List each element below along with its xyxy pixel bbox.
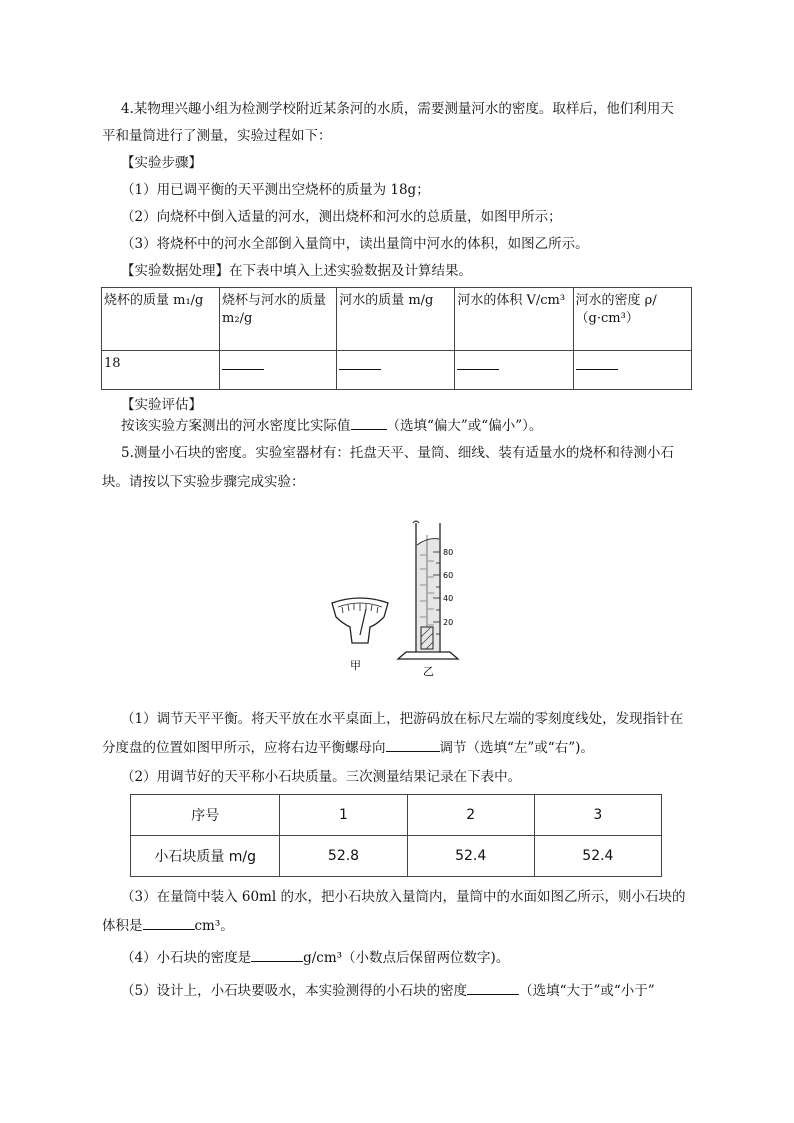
table-cell: 52.8 bbox=[280, 836, 407, 877]
q4-step3: （3）将烧杯中的河水全部倒入量筒中，读出量筒中河水的体积，如图乙所示。 bbox=[121, 236, 589, 252]
figure-label-yi: 乙 bbox=[423, 665, 434, 678]
graduated-cylinder-icon bbox=[398, 521, 458, 659]
q4-data-table bbox=[101, 287, 692, 390]
q5-p3-line1: （3）在量筒中装入 60ml 的水，把小石块放入量筒内，量筒中的水面如图乙所示，则小石块的 bbox=[121, 889, 686, 905]
q4-step2: （2）向烧杯中倒入适量的河水，测出烧杯和河水的总质量，如图甲所示； bbox=[121, 209, 562, 225]
table-cell: 18 bbox=[102, 351, 220, 390]
table-cell: 2 bbox=[407, 795, 534, 836]
q5-p1-line1: （1）调节天平平衡。将天平放在水平桌面上，把游码放在标尺左端的零刻度线处，发现指针在 bbox=[121, 711, 684, 727]
q4-intro-line1: 4.某物理兴趣小组为检测学校附近某条河的水质，需要测量河水的密度。取样后，他们利用天 bbox=[121, 101, 674, 117]
table-cell: 3 bbox=[534, 795, 661, 836]
q5-mass-table bbox=[130, 794, 662, 877]
figure-label-jia: 甲 bbox=[350, 659, 361, 672]
scale-label: 40 bbox=[443, 594, 454, 603]
table-cell: 小石块质量 m/g bbox=[131, 836, 280, 877]
q5-p5: （5）设计上，小石块要吸水，本实验测得的小石块的密度 （选填“大于”或“小于” bbox=[121, 983, 655, 999]
q4-step1: （1）用已调平衡的天平测出空烧杯的质量为 18g； bbox=[121, 182, 430, 198]
q5-p2: （2）用调节好的天平称小石块质量。三次测量结果记录在下表中。 bbox=[121, 769, 522, 785]
balance-dial-icon bbox=[332, 598, 388, 643]
table-cell-blank bbox=[220, 351, 337, 390]
table-cell-blank bbox=[455, 351, 573, 390]
scale-label: 20 bbox=[443, 618, 454, 627]
table-cell-blank bbox=[573, 351, 691, 390]
q4-eval-header: 【实验评估】 bbox=[121, 397, 202, 413]
table-header-cell: 河水的体积 V/cm³ bbox=[455, 288, 573, 351]
table-cell: 1 bbox=[280, 795, 407, 836]
q4-eval-text: 按该实验方案测出的河水密度比实际值 （选填“偏大”或“偏小”）。 bbox=[121, 418, 543, 434]
q5-p1-line2: 分度盘的位置如图甲所示，应将右边平衡螺母向 调节（选填“左”或“右”)。 bbox=[102, 740, 594, 756]
table-cell: 序号 bbox=[131, 795, 280, 836]
table-cell: 52.4 bbox=[534, 836, 661, 877]
q5-intro-line1: 5.测量小石块的密度。实验室器材有：托盘天平、量筒、细线、装有适量水的烧杯和待测小石 bbox=[121, 445, 674, 461]
q4-data-header: 【实验数据处理】在下表中填入上述实验数据及计算结果。 bbox=[121, 263, 472, 279]
scale-label: 60 bbox=[443, 571, 454, 580]
q4-intro-line2: 平和量筒进行了测量，实验过程如下： bbox=[102, 128, 332, 144]
q5-intro-line2: 块。请按以下实验步骤完成实验： bbox=[102, 474, 305, 490]
table-header-cell: 河水的密度 ρ/（g·cm³） bbox=[573, 288, 691, 351]
q4-steps-header: 【实验步骤】 bbox=[121, 155, 202, 171]
scale-label: 80 bbox=[443, 548, 454, 557]
q5-p3-line2: 体积是 cm³。 bbox=[102, 918, 234, 934]
q5-p4: （4）小石块的密度是 g/cm³（小数点后保留两位数字)。 bbox=[121, 950, 510, 966]
table-cell: 52.4 bbox=[407, 836, 534, 877]
q5-figure bbox=[320, 515, 480, 680]
table-header-cell: 河水的质量 m/g bbox=[337, 288, 455, 351]
table-header-cell: 烧杯的质量 m₁/g bbox=[102, 288, 220, 351]
table-header-cell: 烧杯与河水的质量 m₂/g bbox=[220, 288, 337, 351]
table-cell-blank bbox=[337, 351, 455, 390]
